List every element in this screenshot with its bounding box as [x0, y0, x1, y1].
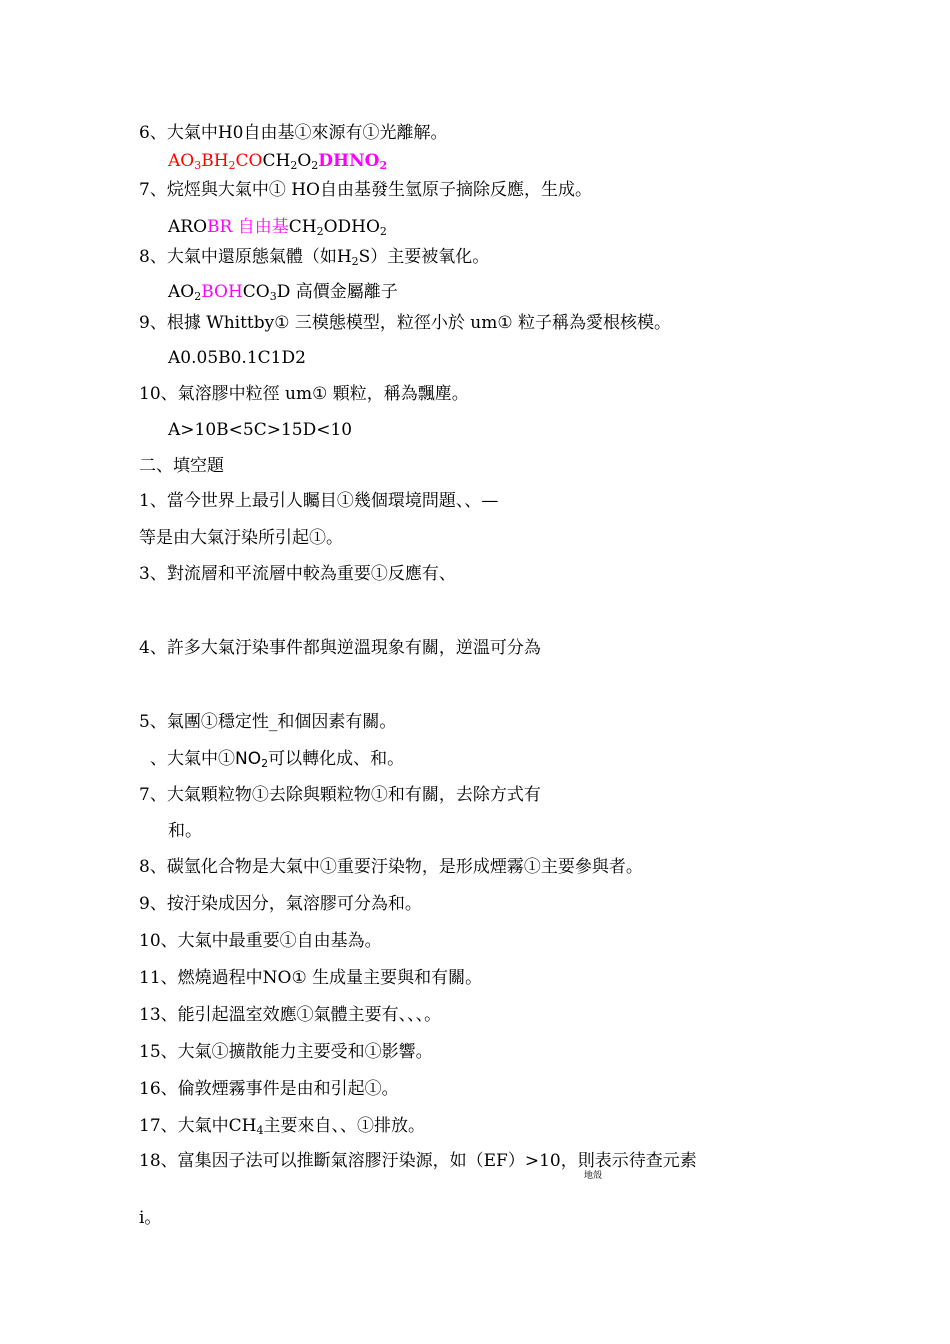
option-c: CO	[235, 151, 263, 171]
question-6-options	[168, 150, 387, 177]
option-c: $CH_2ODHO_2$	[288, 217, 387, 238]
question-7-options	[168, 216, 387, 243]
option-a: $AO_2$	[168, 282, 202, 303]
option-d: D 高價金屬離子	[276, 282, 398, 302]
fill-13: 13、能引起溫室效應①氣體主要有、、、。	[139, 1005, 442, 1025]
fill-9: 9、按汙染成因分，氣溶膠可分為和。	[139, 894, 422, 914]
option-a: $AO_3$	[168, 151, 202, 172]
section-title: 二、填空題	[139, 456, 224, 476]
fill-3: 3、對流層和平流層中較為重要①反應有、	[139, 564, 456, 584]
option-c: $CO_3$	[242, 282, 277, 303]
option-a: ARO	[168, 217, 208, 237]
question-8: 8、大氣中還原態氣體（如$H_2S$）主要被氧化。	[139, 247, 490, 268]
fill-18-subscript-note: 地殼	[584, 1171, 603, 1181]
option-b: $BH_2$	[201, 151, 236, 172]
fill-18-continued: i。	[139, 1208, 162, 1228]
option-d: $CH_2O_2$	[262, 151, 319, 172]
fill-10: 10、大氣中最重要①自由基為。	[139, 931, 382, 951]
option-b: BOH	[201, 282, 243, 302]
fill-1: 1、當今世界上最引人矚目①幾個環境問題、、—	[139, 491, 499, 511]
fill-7-continued: 和。	[168, 821, 202, 841]
fill-5: 5、氣團①穩定性_和個因素有關。	[139, 712, 397, 732]
question-9: 9、根據 Whittby① 三模態模型，粒徑小於 um① 粒子稱為愛根核模。	[139, 313, 671, 333]
question-9-options: A0.05B0.1C1D2	[168, 348, 306, 368]
fill-4: 4、許多大氣汙染事件都與逆溫現象有關，逆溫可分為	[139, 638, 541, 658]
fill-6: 、大氣中$①NO_2$可以轉化成、和。	[150, 749, 405, 770]
fill-11: 11、燃燒過程中NO① 生成量主要與和有關。	[139, 968, 483, 988]
question-7: 7、烷烴與大氣中① HO自由基發生氫原子摘除反應，生成。	[139, 180, 592, 200]
fill-15: 15、大氣①擴散能力主要受和①影響。	[139, 1042, 433, 1062]
option-e: $DHNO_2$	[318, 151, 388, 172]
question-10-options: A>10B<5C>15D<10	[168, 420, 353, 440]
question-8-options	[168, 281, 398, 308]
question-10: 10、氣溶膠中粒徑 um① 顆粒，稱為飄塵。	[139, 384, 469, 404]
fill-7: 7、大氣顆粒物①去除與顆粒物①和有關，去除方式有	[139, 785, 541, 805]
fill-18: 18、富集因子法可以推斷氣溶膠汙染源，如（EF）>10，則表示待查元素	[139, 1151, 697, 1171]
fill-1-continued: 等是由大氣汙染所引起①。	[139, 528, 343, 548]
question-6: 6、大氣中H0自由基①來源有①光離解。	[139, 123, 448, 143]
option-b: BR 自由基	[207, 217, 289, 237]
fill-8: 8、碳氫化合物是大氣中①重要汙染物，是形成煙霧①主要參與者。	[139, 857, 643, 877]
fill-16: 16、倫敦煙霧事件是由和引起①。	[139, 1079, 399, 1099]
fill-17: 17、大氣中$CH_4$主要來自、、①排放。	[139, 1116, 425, 1137]
